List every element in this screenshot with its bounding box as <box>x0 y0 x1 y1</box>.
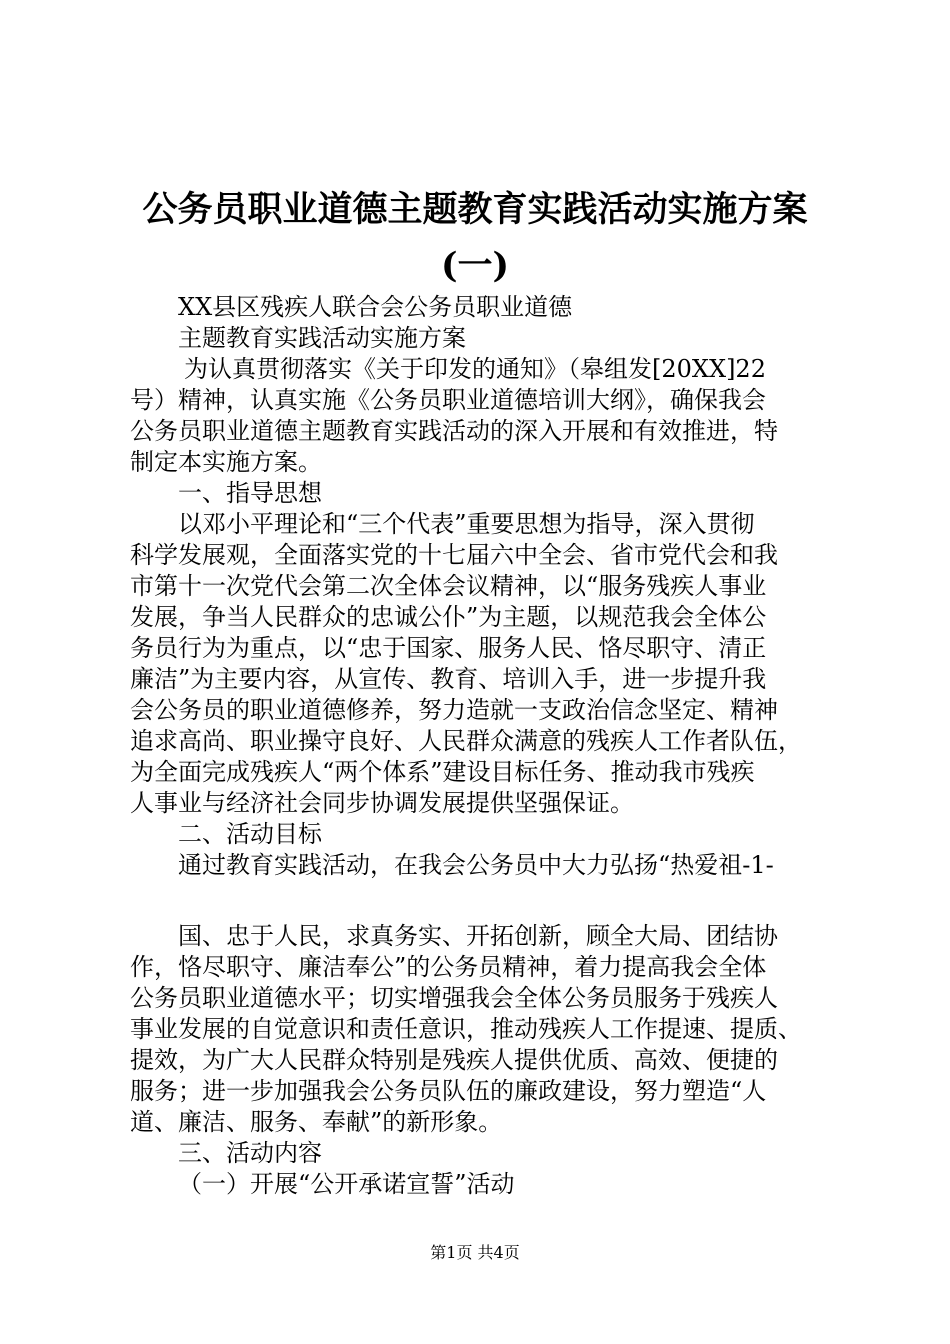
document-title-suffix: (一) <box>440 245 510 286</box>
section-heading: 三、活动内容 <box>178 1139 322 1167</box>
document-title: 公务员职业道德主题教育实践活动实施方案 <box>142 189 808 230</box>
page-footer: 第1页 共4页 <box>430 1243 520 1262</box>
body-line: 道、廉洁、服务、奉献”的新形象。 <box>130 1108 503 1136</box>
body-line: 追求高尚、职业操守良好、人民群众满意的残疾人工作者队伍， <box>130 727 802 755</box>
body-line: 提效，为广大人民群众特别是残疾人提供优质、高效、便捷的 <box>130 1046 778 1074</box>
body-line: XX县区残疾人联合会公务员职业道德 <box>178 293 573 321</box>
body-line: 公务员职业道德主题教育实践活动的深入开展和有效推进，特 <box>130 417 778 445</box>
section-heading: 一、指导思想 <box>178 479 322 507</box>
body-line: 服务；进一步加强我会公务员队伍的廉政建设，努力塑造“人 <box>130 1077 767 1105</box>
body-line: 号）精神，认真实施《公务员职业道德培训大纲》，确保我会 <box>130 386 766 414</box>
body-line: 会公务员的职业道德修养，努力造就一支政治信念坚定、精神 <box>130 696 778 724</box>
section-heading: 二、活动目标 <box>178 820 322 848</box>
body-line: 为全面完成残疾人“两个体系”建设目标任务、推动我市残疾 <box>130 758 755 786</box>
body-line: 科学发展观，全面落实党的十七届六中全会、省市党代会和我 <box>130 541 778 569</box>
document-body <box>130 292 830 1200</box>
body-line: 发展，争当人民群众的忠诚公仆”为主题，以规范我会全体公 <box>130 603 767 631</box>
page-break-gap <box>130 881 830 921</box>
body-line: 主题教育实践活动实施方案 <box>178 324 466 352</box>
body-line: 公务员职业道德水平；切实增强我会全体公务员服务于残疾人 <box>130 984 778 1012</box>
body-line: 市第十一次党代会第二次全体会议精神，以“服务残疾人事业 <box>130 572 767 600</box>
body-line: 事业发展的自觉意识和责任意识，推动残疾人工作提速、提质、 <box>130 1015 802 1043</box>
body-line: 为认真贯彻落实《关于印发的通知》（皋组发[20XX]22 <box>184 355 766 383</box>
body-line: 国、忠于人民，求真务实、开拓创新，顾全大局、团结协 <box>178 922 778 950</box>
body-line: 通过教育实践活动，在我会公务员中大力弘扬“热爱祖-1- <box>178 851 774 879</box>
body-line: 制定本实施方案。 <box>130 448 322 476</box>
body-line: 人事业与经济社会同步协调发展提供坚强保证。 <box>130 789 634 817</box>
body-line: 廉洁”为主要内容，从宣传、教育、培训入手，进一步提升我 <box>130 665 767 693</box>
body-line: 务员行为为重点，以“忠于国家、服务人民、恪尽职守、清正 <box>130 634 767 662</box>
body-line: 作，恪尽职守、廉洁奉公”的公务员精神，着力提高我会全体 <box>130 953 767 981</box>
subsection-heading: （一）开展“公开承诺宣誓”活动 <box>178 1170 515 1198</box>
body-line: 以邓小平理论和“三个代表”重要思想为指导，深入贯彻 <box>178 510 755 538</box>
